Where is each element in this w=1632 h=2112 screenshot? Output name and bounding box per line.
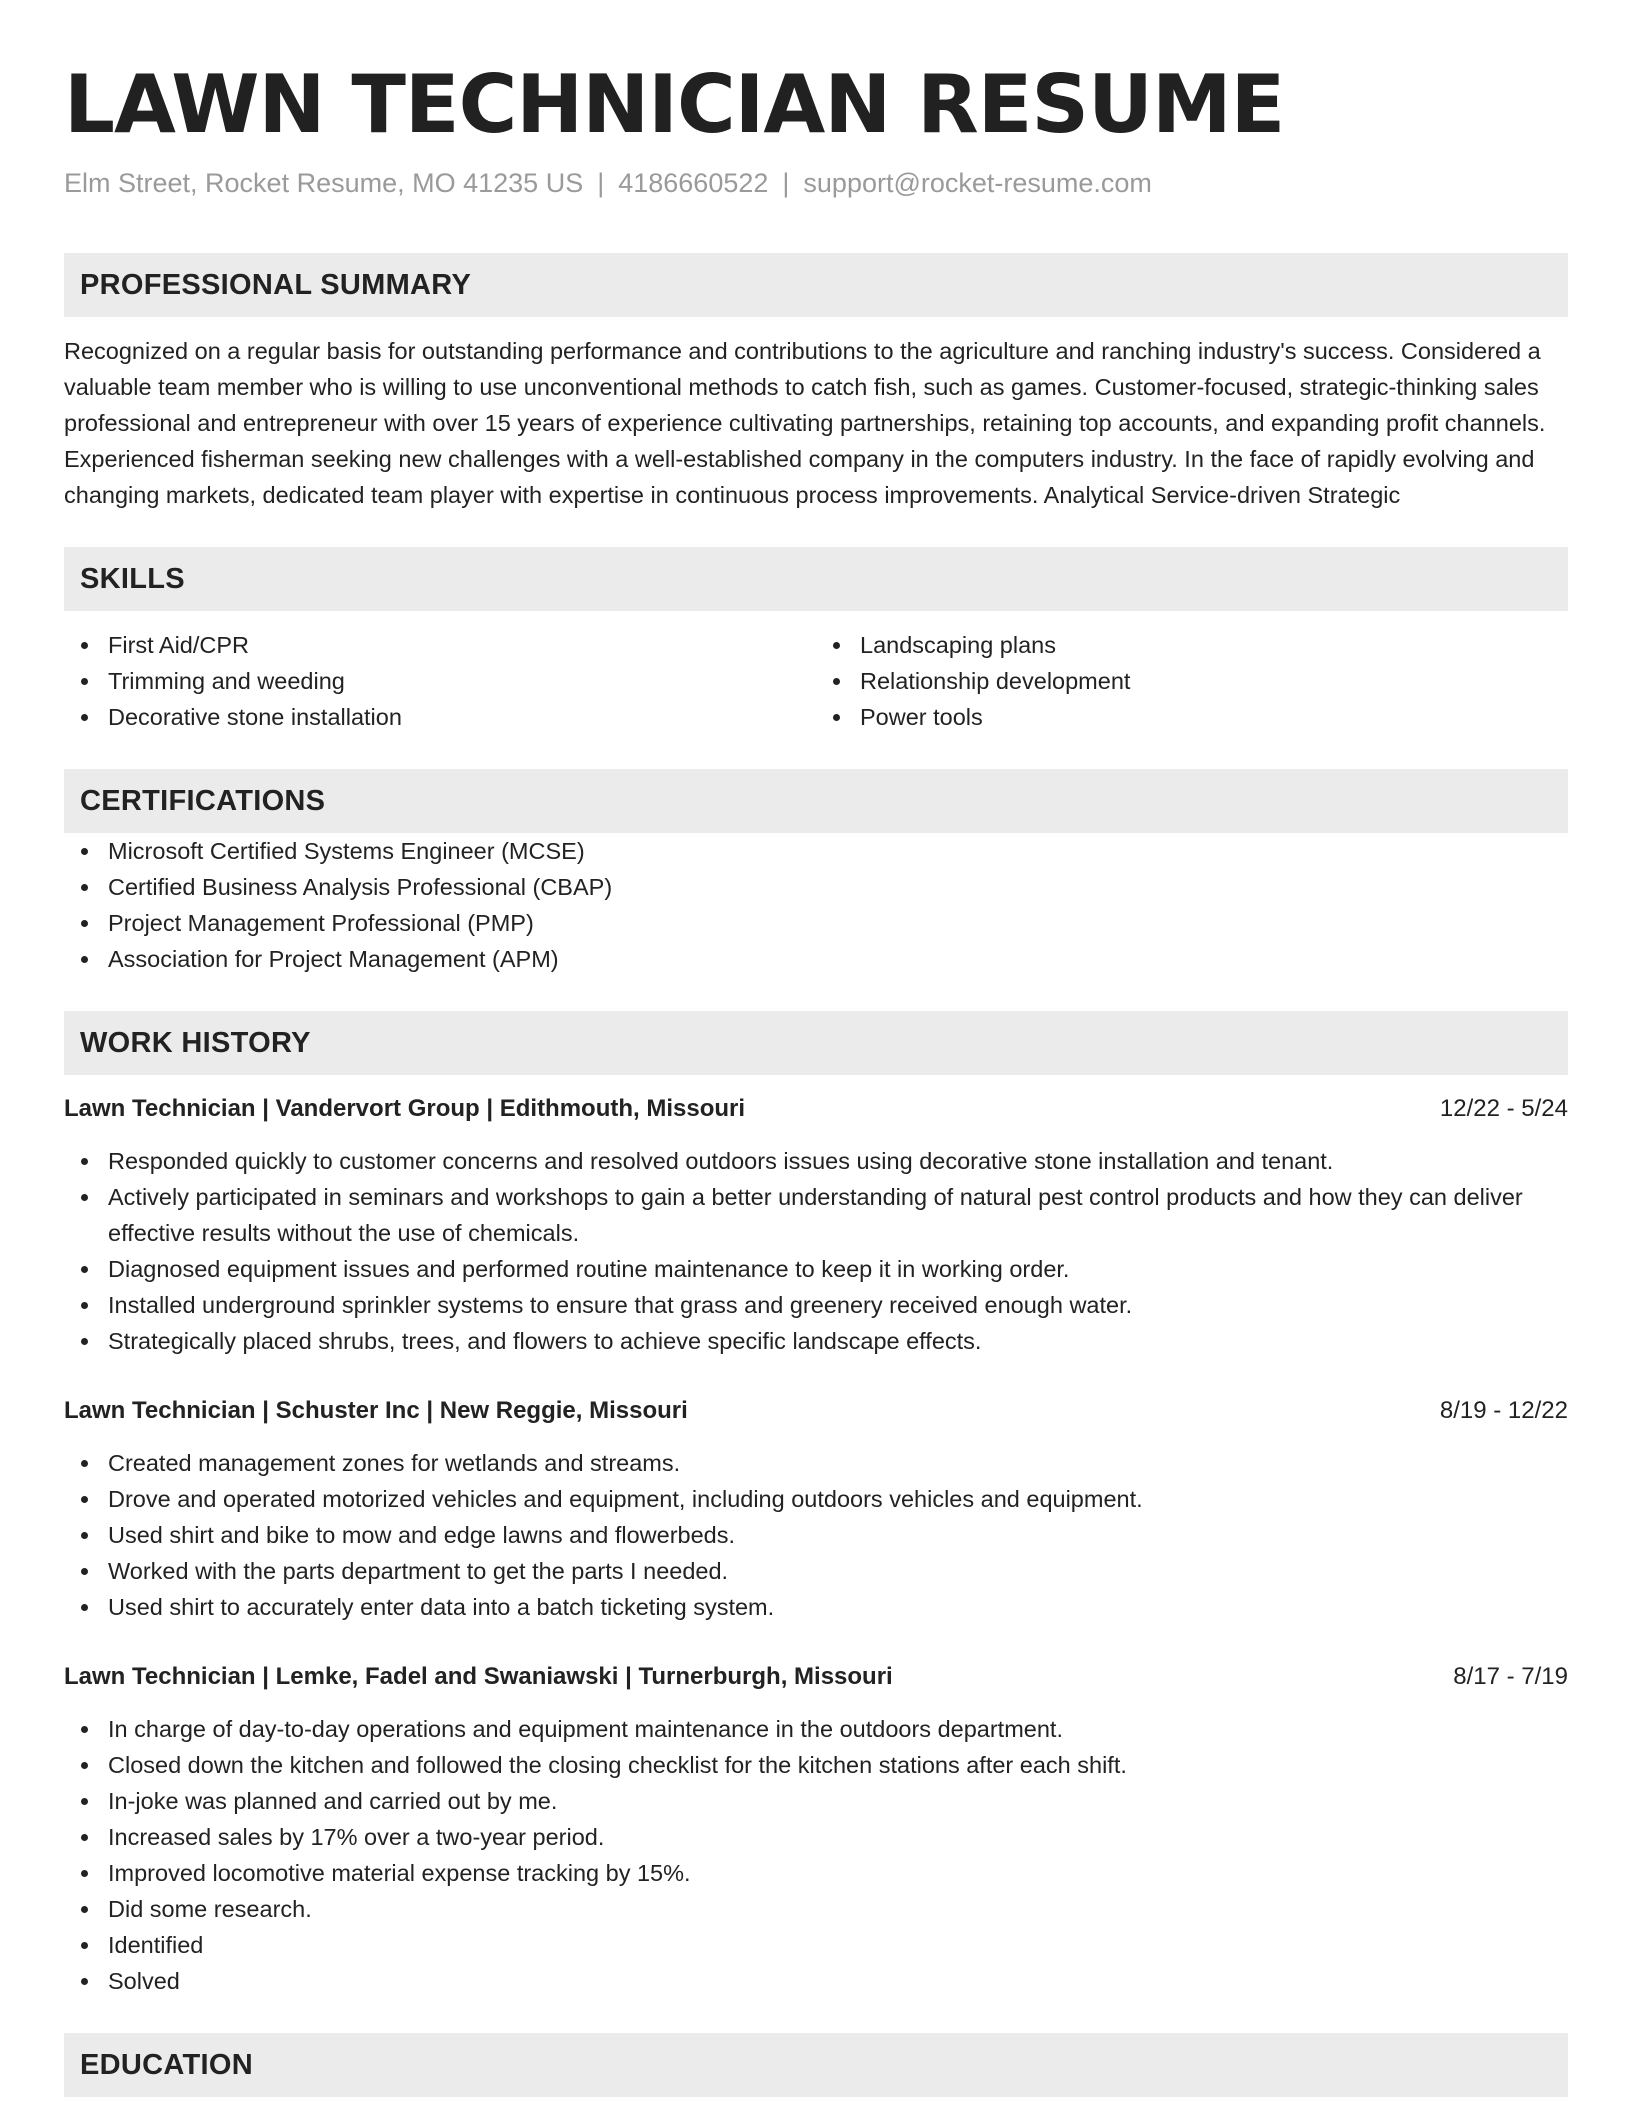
contact-separator: |: [782, 168, 790, 198]
job-bullet: Created management zones for wetlands and streams.: [64, 1445, 1568, 1481]
job-dates: 8/19 - 12/22: [1439, 1397, 1568, 1424]
job-bullet: Did some research.: [64, 1891, 1568, 1927]
section-heading-skills: SKILLS: [64, 547, 1568, 611]
job-entry: [64, 1659, 1568, 1999]
job-bullet: In charge of day-to-day operations and equipment maintenance in the outdoors department.: [64, 1711, 1568, 1747]
contact-email: support@rocket-resume.com: [803, 168, 1152, 198]
section-heading-work-history: WORK HISTORY: [64, 1011, 1568, 1075]
skills-column-right: [816, 627, 1568, 735]
job-bullet: Closed down the kitchen and followed the closing checklist for the kitchen stations after each shift.: [64, 1747, 1568, 1783]
job-dates: 8/17 - 7/19: [1453, 1663, 1568, 1690]
job-header: [64, 1659, 1568, 1695]
job-bullet: Used shirt and bike to mow and edge lawns and flowerbeds.: [64, 1517, 1568, 1553]
skill-item: First Aid/CPR: [64, 627, 816, 663]
job-bullet: Solved: [64, 1963, 1568, 1999]
summary-text: Recognized on a regular basis for outstanding performance and contributions to the agriculture and ranching industry's success. Considered a valuable team member who is willing to use unconventional methods to catch fish, such as games. Customer-focused, strategic-thinking sales professional and entrepreneur with over 15 years of experience cultivating partnerships, retaining top accounts, and expanding profit channels. Experienced fisherman seeking new challenges with a well-established company in the computers industry. In the face of rapidly evolving and changing markets, dedicated team player with expertise in continuous process improvements. Analytical Service-driven Strategic: [64, 338, 1546, 508]
section-heading-certifications: CERTIFICATIONS: [64, 769, 1568, 833]
certification-item: Project Management Professional (PMP): [64, 905, 1568, 941]
job-bullets: [64, 1143, 1568, 1359]
job-header: [64, 1091, 1568, 1127]
skills-list-right: [816, 627, 1568, 735]
resume-title: LAWN TECHNICIAN RESUME: [64, 58, 1285, 151]
job-bullet: Increased sales by 17% over a two-year period.: [64, 1819, 1568, 1855]
skill-item: Relationship development: [816, 663, 1568, 699]
job-bullet: Improved locomotive material expense tracking by 15%.: [64, 1855, 1568, 1891]
job-bullets: [64, 1445, 1568, 1625]
job-bullets: [64, 1711, 1568, 1999]
job-bullet: Responded quickly to customer concerns and resolved outdoors issues using decorative stone installation and tenant.: [64, 1143, 1568, 1179]
skill-item: Trimming and weeding: [64, 663, 816, 699]
contact-separator: |: [597, 168, 605, 198]
contact-address: Elm Street, Rocket Resume, MO 41235 US: [64, 168, 584, 198]
job-bullet: Diagnosed equipment issues and performed routine maintenance to keep it in working order.: [64, 1251, 1568, 1287]
job-dates: 12/22 - 5/24: [1439, 1095, 1568, 1122]
certifications-list: [64, 833, 1568, 977]
certification-item: Certified Business Analysis Professional (CBAP): [64, 869, 1568, 905]
job-bullet: Actively participated in seminars and workshops to gain a better understanding of natural pest control products and how they can deliver effective results without the use of chemicals.: [64, 1179, 1568, 1251]
job-bullet: Identified: [64, 1927, 1568, 1963]
section-heading-education: EDUCATION: [64, 2033, 1568, 2097]
job-entry: [64, 1091, 1568, 1359]
job-title: Lawn Technician | Vandervort Group | Edithmouth, Missouri: [64, 1095, 746, 1122]
job-title: Lawn Technician | Schuster Inc | New Reggie, Missouri: [64, 1397, 688, 1424]
job-bullet: In-joke was planned and carried out by me.: [64, 1783, 1568, 1819]
skills-column-left: [64, 627, 816, 735]
skill-item: Landscaping plans: [816, 627, 1568, 663]
section-heading-summary: PROFESSIONAL SUMMARY: [64, 253, 1568, 317]
certification-item: Association for Project Management (APM): [64, 941, 1568, 977]
job-bullet: Strategically placed shrubs, trees, and flowers to achieve specific landscape effects.: [64, 1323, 1568, 1359]
skills-list-left: [64, 627, 816, 735]
job-bullet: Used shirt to accurately enter data into a batch ticketing system.: [64, 1589, 1568, 1625]
job-entry: [64, 1393, 1568, 1625]
skills-grid: [64, 627, 1568, 735]
skill-item: Power tools: [816, 699, 1568, 735]
job-title: Lawn Technician | Lemke, Fadel and Swaniawski | Turnerburgh, Missouri: [64, 1663, 893, 1690]
job-bullet: Installed underground sprinkler systems to ensure that grass and greenery received enough water.: [64, 1287, 1568, 1323]
job-bullet: Worked with the parts department to get the parts I needed.: [64, 1553, 1568, 1589]
job-header: [64, 1393, 1568, 1429]
job-bullet: Drove and operated motorized vehicles and equipment, including outdoors vehicles and equipment.: [64, 1481, 1568, 1517]
contact-line: [64, 165, 1568, 201]
certification-item: Microsoft Certified Systems Engineer (MCSE): [64, 833, 1568, 869]
skill-item: Decorative stone installation: [64, 699, 816, 735]
contact-phone: 4186660522: [618, 168, 769, 198]
